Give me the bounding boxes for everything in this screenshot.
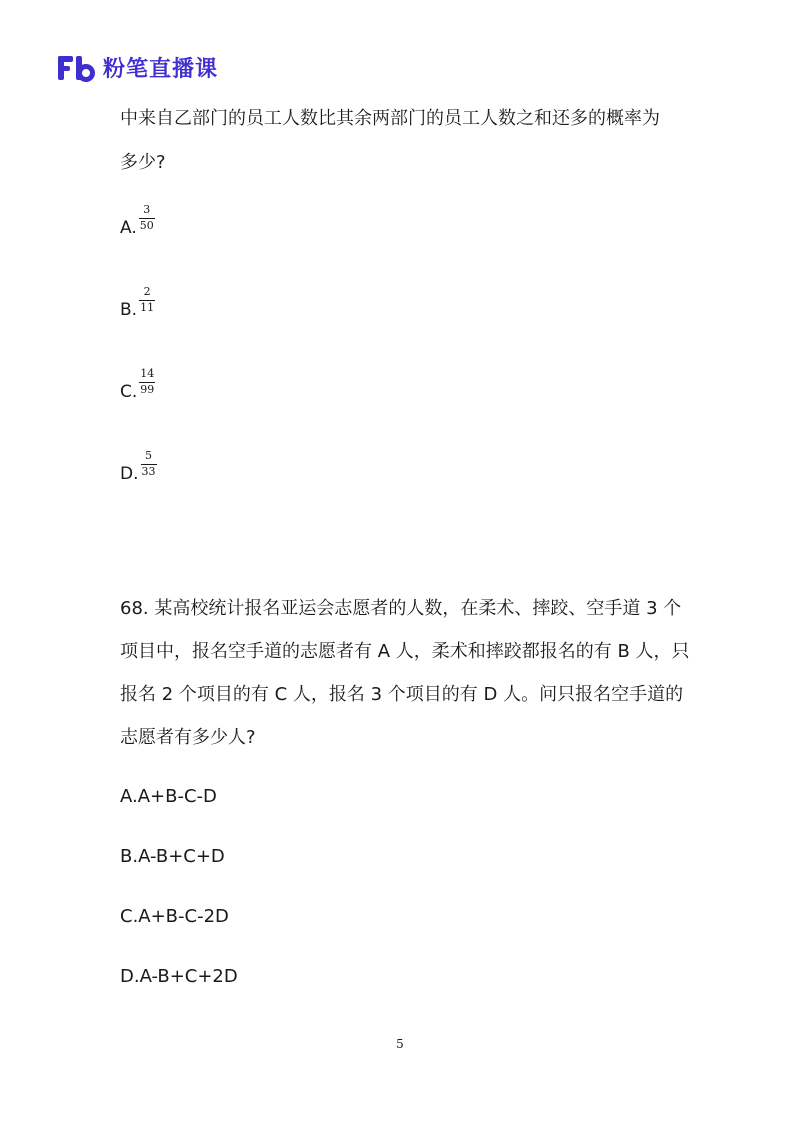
q67-option-a[interactable]	[120, 203, 155, 238]
fraction	[141, 450, 157, 478]
q68-option-b[interactable]: B.A-B+C+D	[120, 846, 225, 867]
q68-stem-line-3: 报名 2 个项目的有 C 人，报名 3 个项目的有 D 人。问只报名空手道的	[120, 684, 684, 705]
fraction-numerator: 5	[145, 449, 152, 462]
page-number: 5	[396, 1037, 404, 1051]
fraction	[139, 368, 155, 396]
option-label: D.	[120, 464, 139, 484]
option-label: A.	[120, 218, 137, 238]
q68-stem-line-4: 志愿者有多少人?	[120, 727, 256, 748]
fraction-numerator: 3	[143, 203, 151, 216]
fraction-denominator: 11	[140, 301, 155, 314]
q67-stem-line-2: 多少?	[120, 152, 166, 173]
option-label: B.	[120, 300, 138, 320]
q67-option-b[interactable]	[120, 285, 155, 320]
brand-logo	[57, 52, 218, 83]
q68-option-a[interactable]: A.A+B-C-D	[120, 786, 217, 807]
q67-option-d[interactable]	[120, 449, 157, 484]
option-label: C.	[120, 382, 138, 402]
q68-option-c[interactable]: C.A+B-C-2D	[120, 906, 229, 927]
fraction	[139, 286, 155, 314]
fraction	[139, 204, 155, 232]
fraction-denominator: 33	[141, 465, 156, 478]
q67-stem-line-1: 中来自乙部门的员工人数比其余两部门的员工人数之和还多的概率为	[120, 108, 660, 129]
q68-stem-line-2: 项目中，报名空手道的志愿者有 A 人，柔术和摔跤都报名的有 B 人，只	[120, 641, 690, 662]
brand-name: 粉笔直播课	[103, 57, 219, 82]
fraction-numerator: 14	[140, 367, 155, 380]
q68-option-d[interactable]: D.A-B+C+2D	[120, 966, 238, 987]
fraction-numerator: 2	[143, 285, 151, 298]
fraction-denominator: 99	[140, 383, 155, 396]
q67-option-c[interactable]	[120, 367, 155, 402]
q68-stem-line-1: 68. 某高校统计报名亚运会志愿者的人数，在柔术、摔跤、空手道 3 个	[120, 598, 682, 619]
fb-logo-icon	[57, 54, 95, 82]
fraction-denominator: 50	[139, 219, 154, 232]
